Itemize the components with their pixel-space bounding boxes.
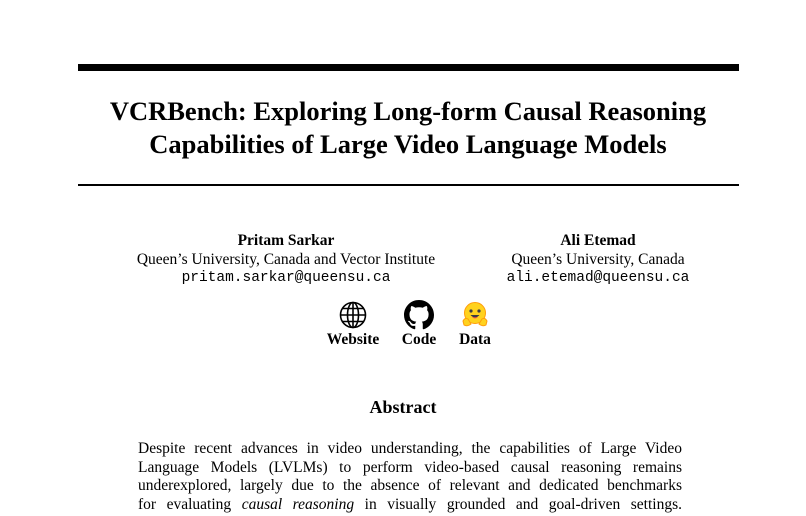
abstract-heading: Abstract [369, 397, 437, 417]
author-email[interactable]: pritam.sarkar@queensu.ca [181, 270, 391, 286]
data-link[interactable] [450, 300, 500, 349]
abstract-line [138, 496, 682, 515]
author-affiliation: Queen’s University, Canada [511, 250, 685, 268]
code-label: Code [401, 331, 437, 348]
author-affiliation: Queen’s University, Canada and Vector Institute [136, 250, 436, 268]
abstract-body [138, 440, 682, 514]
globe-icon [338, 300, 368, 330]
author-email[interactable]: ali.etemad@queensu.ca [506, 270, 690, 286]
author-name: Ali Etemad [560, 232, 636, 249]
abstract-text: for evaluating [138, 495, 232, 513]
title-bottom-rule [78, 184, 739, 186]
website-label: Website [326, 331, 380, 348]
code-link[interactable] [394, 300, 444, 349]
author-name: Pritam Sarkar [237, 232, 335, 249]
data-label: Data [459, 331, 491, 348]
abstract-emphasis: causal reasoning [241, 495, 355, 513]
abstract-line: Despite recent advances in video understanding, the capabilities of Large Video [138, 440, 682, 457]
title-line-1: VCRBench: Exploring Long-form Causal Reasoning [109, 96, 707, 126]
author-block-2 [490, 232, 706, 288]
resource-links [0, 300, 806, 352]
website-link[interactable] [318, 300, 388, 349]
abstract-line: underexplored, largely due to the absence of relevant and dedicated benchmarks [138, 477, 682, 494]
paper-title [40, 95, 776, 161]
abstract-text: in visually grounded and goal-driven settings. [364, 495, 682, 513]
title-line-2: Capabilities of Large Video Language Models [149, 129, 667, 159]
author-block-1 [110, 232, 462, 288]
abstract-line: Language Models (LVLMs) to perform video-based causal reasoning remains [138, 458, 682, 476]
hugging-face-icon [460, 300, 490, 330]
github-icon [404, 300, 434, 330]
top-rule [78, 64, 739, 71]
